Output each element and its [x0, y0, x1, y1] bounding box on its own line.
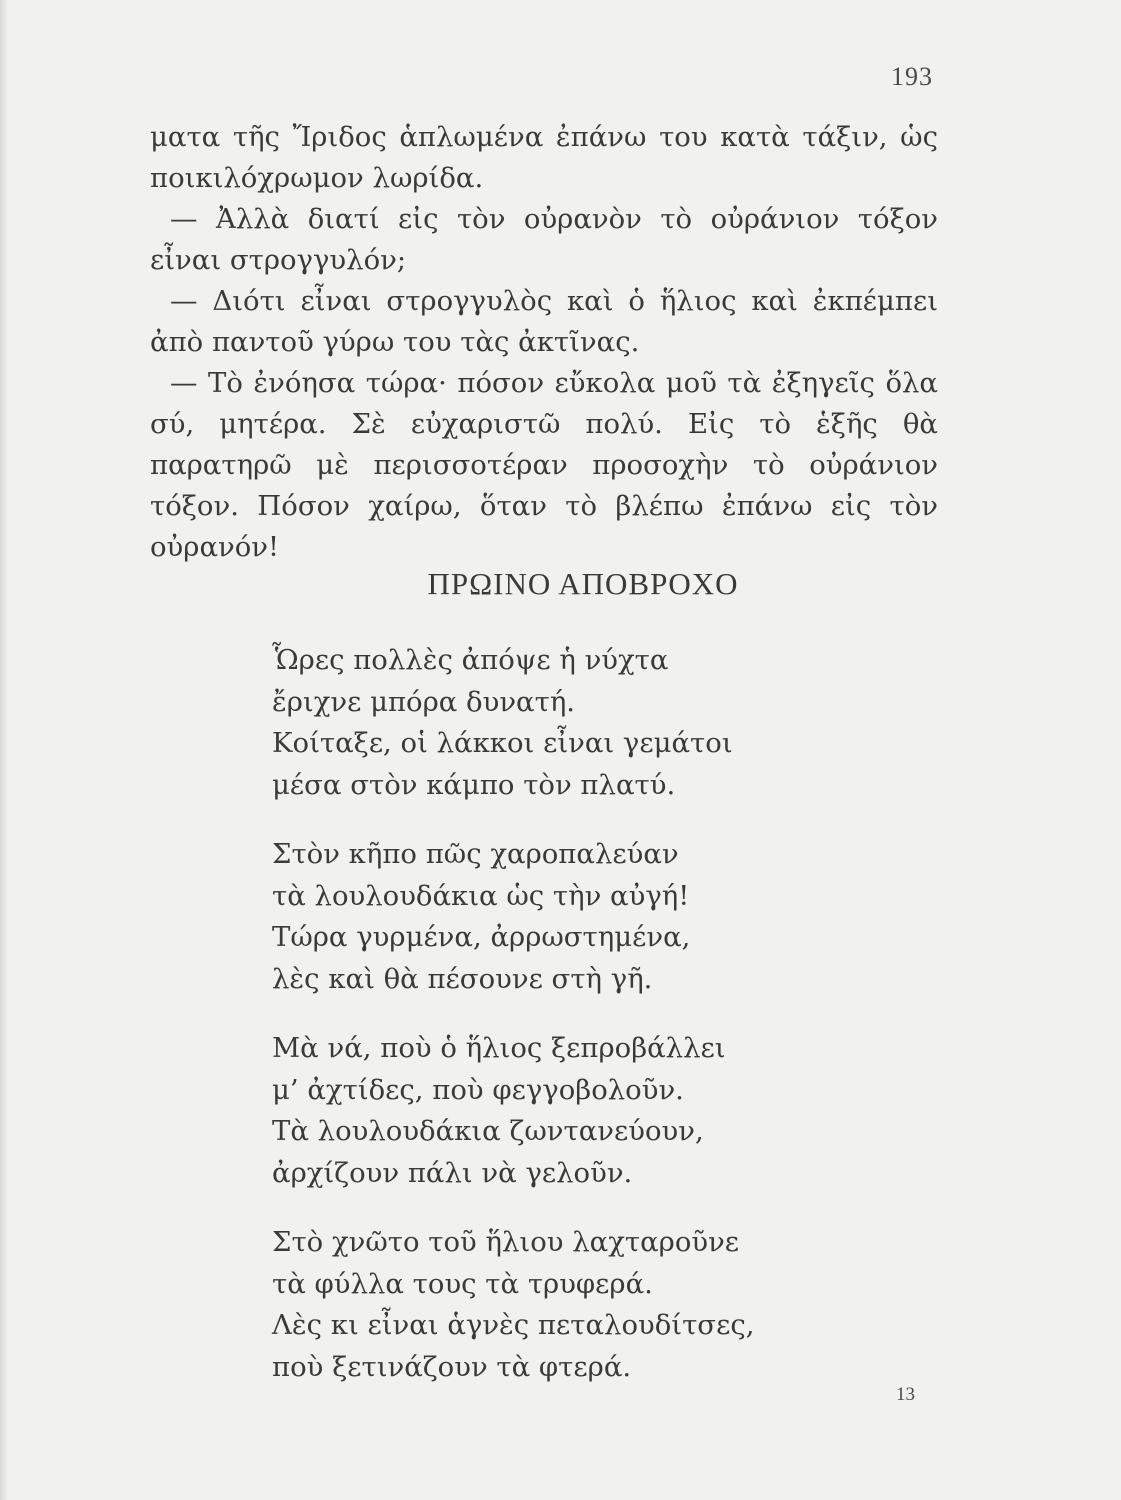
prose-paragraph: — Ἀλλὰ διατί εἰς τὸν οὐρανὸν τὸ οὐράνιον τόξον εἶναι στρογγυλόν;	[150, 203, 938, 276]
poem-verse: Κοίταξε, οἱ λάκκοι εἶναι γεμάτοι	[272, 727, 733, 759]
poem-verse: τὰ λουλουδάκια ὡς τὴν αὐγή!	[272, 879, 690, 912]
page-edge-shadow	[0, 0, 8, 1500]
prose-block	[150, 117, 938, 568]
poem-stanza	[272, 640, 912, 806]
prose-paragraph: — Τὸ ἐνόησα τώρα· πόσον εὔκολα μοῦ τὰ ἐξηγεῖς ὅλα σύ, μητέρα. Σὲ εὐχαριστῶ πολύ. Εἰς τὸ ἑξῆς θὰ παρατηρῶ μὲ περισσοτέραν προσοχὴν τὸ οὐράνιον τόξον. Πόσον χαίρω, ὅταν τὸ βλέπω ἐπάνω εἰς τὸν οὐρανόν!	[150, 367, 938, 563]
poem-verse: ἀρχίζουν πάλι νὰ γελοῦν.	[272, 1156, 633, 1189]
poem-stanza	[272, 1028, 912, 1194]
poem-verse: λὲς καὶ θὰ πέσουνε στὴ γῆ.	[272, 962, 653, 995]
poem-verse: Ὧρες πολλὲς ἀπόψε ἡ νύχτα	[272, 644, 669, 676]
poem-verse: Στὸ χνῶτο τοῦ ἥλιου λαχταροῦνε	[272, 1226, 740, 1258]
poem-verse: Τὰ λουλουδάκια ζωντανεύουν,	[272, 1115, 704, 1147]
page-number: 193	[891, 62, 933, 91]
printer-signature-mark: 13	[896, 1384, 915, 1405]
poem-verse: Λὲς κι εἶναι ἁγνὲς πεταλουδίτσες,	[272, 1309, 755, 1341]
poem-verse: Τώρα γυρμένα, ἀρρωστημένα,	[272, 921, 691, 953]
poem-verse: τὰ φύλλα τους τὰ τρυφερά.	[272, 1267, 653, 1300]
prose-paragraph: ματα τῆς Ἴριδος ἁπλωμένα ἐπάνω του κατὰ τάξιν, ὡς ποικιλόχρωμον λωρίδα.	[150, 121, 938, 194]
poem-stanza	[272, 834, 912, 1000]
poem-verse: Στὸν κῆπο πῶς χαροπαλεύαν	[272, 838, 679, 870]
poem	[272, 640, 912, 1416]
prose-paragraph: — Διότι εἶναι στρογγυλὸς καὶ ὁ ἥλιος καὶ ἐκπέμπει ἀπὸ παντοῦ γύρω του τὰς ἀκτῖνας.	[150, 285, 938, 358]
poem-verse: Μὰ νά, ποὺ ὁ ἥλιος ξεπροβάλλει	[272, 1032, 726, 1064]
poem-verse: μ’ ἀχτίδες, ποὺ φεγγοβολοῦν.	[272, 1073, 684, 1106]
poem-title: ΠΡΩΙΝΟ ΑΠΟΒΡΟΧΟ	[427, 566, 739, 601]
poem-verse: ἔριχνε μπόρα δυνατή.	[272, 685, 576, 718]
poem-verse: μέσα στὸν κάμπο τὸν πλατύ.	[272, 768, 676, 801]
poem-stanza	[272, 1222, 912, 1388]
poem-verse: ποὺ ξετινάζουν τὰ φτερά.	[272, 1350, 632, 1383]
